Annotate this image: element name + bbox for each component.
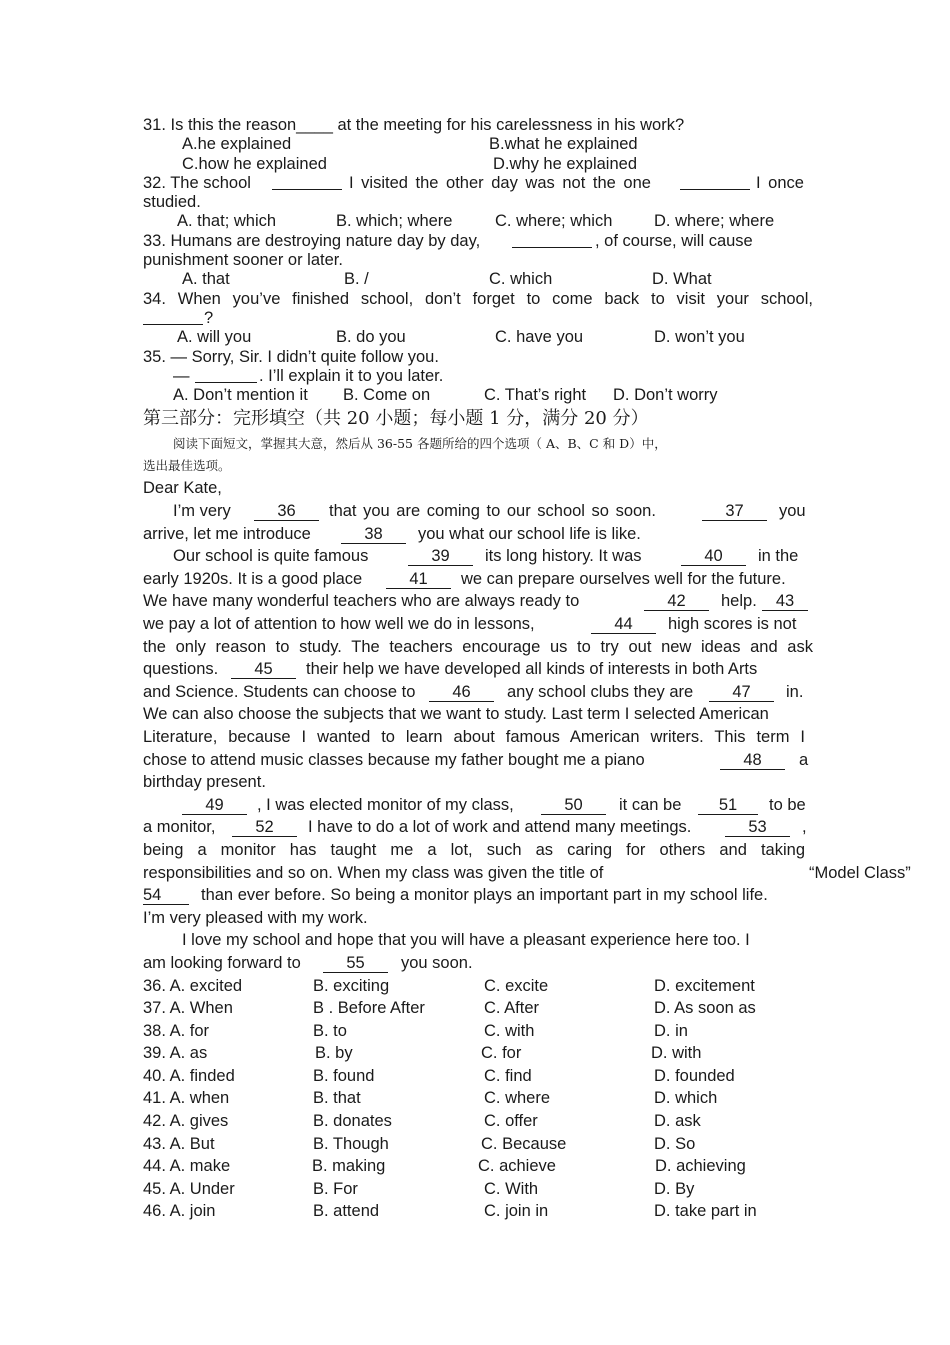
blank-46: 46 — [429, 681, 494, 704]
option-a: A. that — [182, 270, 230, 289]
blank-49: 49 — [182, 794, 247, 817]
question-35-stem: 35. — Sorry, Sir. I didn’t quite follow you. — [143, 347, 439, 366]
section-instruction: 阅读下面短文，掌握其大意，然后从 36-55 各题所给的四个选项（ A、B、C 和 D）中， — [173, 436, 667, 452]
passage-line: responsibilities and so on. When my class was given the title of “Model Class” — [143, 863, 911, 882]
blank-43: 43 — [762, 590, 808, 613]
passage-line: a monitor, 52 I have to do a lot of work and attend many meetings. 53 , — [143, 816, 823, 839]
blank-40: 40 — [681, 545, 746, 568]
blank-line — [512, 232, 592, 248]
question-32-stem: 32. The school I visited the other day was not the one I once — [143, 173, 804, 192]
options-list — [143, 975, 823, 1224]
blank-54: 54 — [143, 884, 189, 907]
exam-page — [143, 116, 911, 1223]
option-b: B. Come on — [343, 386, 431, 405]
question-35-options — [143, 386, 823, 405]
question-31-stem: 31. Is this the reason____ at the meeting for his carelessness in his work? — [143, 116, 685, 134]
option-row: 42. A. gives B. donates C. offer D. ask — [143, 1112, 701, 1131]
option-d: D. Don’t worry — [613, 386, 718, 405]
blank-41: 41 — [386, 568, 451, 591]
question-34-options — [143, 328, 823, 347]
passage-line: being a monitor has taught me a lot, such as caring for others and taking — [143, 840, 805, 859]
letter-greeting: Dear Kate, — [143, 479, 222, 498]
blank-line — [195, 367, 257, 383]
option-b: B.what he explained — [489, 135, 638, 154]
option-a: A. will you — [177, 328, 252, 347]
question-35-stem-cont: — . I’ll explain it to you later. — [173, 366, 444, 385]
passage-line: am looking forward to 55 you soon. — [143, 952, 823, 975]
option-b: B. / — [344, 270, 369, 289]
passage-line: the only reason to study. The teachers encourage us to try out new ideas and ask — [143, 637, 813, 656]
question-33-options — [143, 270, 823, 289]
blank-line — [272, 174, 342, 190]
question-32-options — [143, 212, 823, 231]
option-b: B. do you — [336, 328, 406, 347]
blank-55: 55 — [323, 952, 388, 975]
section-instruction-cont: 选出最佳选项。 — [143, 458, 231, 474]
option-a: A. that; which — [177, 212, 277, 231]
question-31-options-row1 — [143, 135, 823, 154]
blank-47: 47 — [709, 681, 774, 704]
question-33-stem-cont: punishment sooner or later. — [143, 251, 343, 270]
blank-45: 45 — [231, 658, 296, 681]
passage-line: I love my school and hope that you will have a pleasant experience here too. I — [182, 931, 750, 950]
option-row: 46. A. join B. attend C. join in D. take part in — [143, 1202, 757, 1221]
question-34-stem: 34. When you’ve finished school, don’t forget to come back to visit your school, — [143, 289, 813, 308]
blank-line — [143, 309, 203, 325]
question-31-options-row2 — [143, 155, 823, 174]
option-row: 38. A. for B. to C. with D. in — [143, 1021, 688, 1040]
option-c: C. That’s right — [484, 386, 587, 405]
blank-53: 53 — [725, 816, 790, 839]
option-b: B. which; where — [336, 212, 453, 231]
option-c: C.how he explained — [182, 154, 327, 173]
blank-48: 48 — [720, 749, 785, 772]
option-row: 36. A. excited B. exciting C. excite D. excitement — [143, 976, 755, 995]
passage-line: questions. 45 their help we have developed all kinds of interests in both Arts — [143, 658, 823, 681]
question-34-stem-cont: ? — [143, 309, 823, 328]
option-d: D.why he explained — [493, 154, 638, 173]
option-a: A. Don’t mention it — [173, 386, 308, 405]
passage-line: early 1920s. It is a good place 41 we can prepare ourselves well for the future. — [143, 568, 823, 591]
blank-38: 38 — [341, 523, 406, 546]
blank-39: 39 — [408, 545, 473, 568]
blank-50: 50 — [541, 794, 606, 817]
passage-line: birthday present. — [143, 773, 266, 792]
option-c: C. where; which — [495, 212, 613, 231]
option-row: 44. A. make B. making C. achieve D. achieving — [143, 1157, 746, 1176]
option-a: A.he explained — [182, 135, 292, 154]
option-row: 41. A. when B. that C. where D. which — [143, 1089, 718, 1108]
option-c: C. which — [489, 270, 553, 289]
blank-37: 37 — [702, 500, 767, 523]
question-32-stem-cont: studied. — [143, 193, 201, 212]
passage-line: Our school is quite famous 39 its long history. It was 40 in the — [143, 545, 823, 568]
passage-line: 54 than ever before. So being a monitor plays an important part in my school life. — [143, 884, 823, 907]
passage-line: and Science. Students can choose to 46 any school clubs they are 47 in. — [143, 681, 823, 704]
passage-line: 49 , I was elected monitor of my class, 50 it can be 51 to be — [143, 794, 823, 817]
blank-44: 44 — [591, 613, 656, 636]
passage-line: I’m very 36 that you are coming to our school so soon. 37 you — [143, 500, 823, 523]
option-row: 43. A. But B. Though C. Because D. So — [143, 1134, 696, 1153]
option-row: 37. A. When B . Before After C. After D. As soon as — [143, 999, 756, 1018]
passage-line: chose to attend music classes because my father bought me a piano 48 a — [143, 749, 823, 772]
passage-line: We can also choose the subjects that we want to study. Last term I selected American — [143, 705, 769, 724]
passage-line: arrive, let me introduce 38 you what our school life is like. — [143, 523, 823, 546]
option-d: D. where; where — [654, 212, 775, 231]
option-d: D. What — [652, 270, 712, 289]
passage-line: we pay a lot of attention to how well we do in lessons, 44 high scores is not — [143, 613, 823, 636]
blank-line — [680, 174, 750, 190]
passage-line: I’m very pleased with my work. — [143, 908, 368, 927]
option-row: 40. A. finded B. found C. find D. founded — [143, 1066, 735, 1085]
passage-line: We have many wonderful teachers who are always ready to 42 help. 43 — [143, 590, 823, 613]
blank-52: 52 — [232, 816, 297, 839]
blank-42: 42 — [644, 590, 709, 613]
section-heading: 第三部分：完形填空（共 20 小题；每小题 1 分，满分 20 分） — [143, 408, 649, 430]
option-row: 45. A. Under B. For C. With D. By — [143, 1179, 695, 1198]
passage-line: Literature, because I wanted to learn about famous American writers. This term I — [143, 727, 805, 746]
blank-36: 36 — [254, 500, 319, 523]
question-33-stem: 33. Humans are destroying nature day by day, , of course, will cause — [143, 231, 753, 250]
option-d: D. won’t you — [654, 328, 745, 347]
option-row: 39. A. as B. by C. for D. with — [143, 1044, 702, 1063]
blank-51: 51 — [698, 794, 758, 817]
option-c: C. have you — [495, 328, 584, 347]
